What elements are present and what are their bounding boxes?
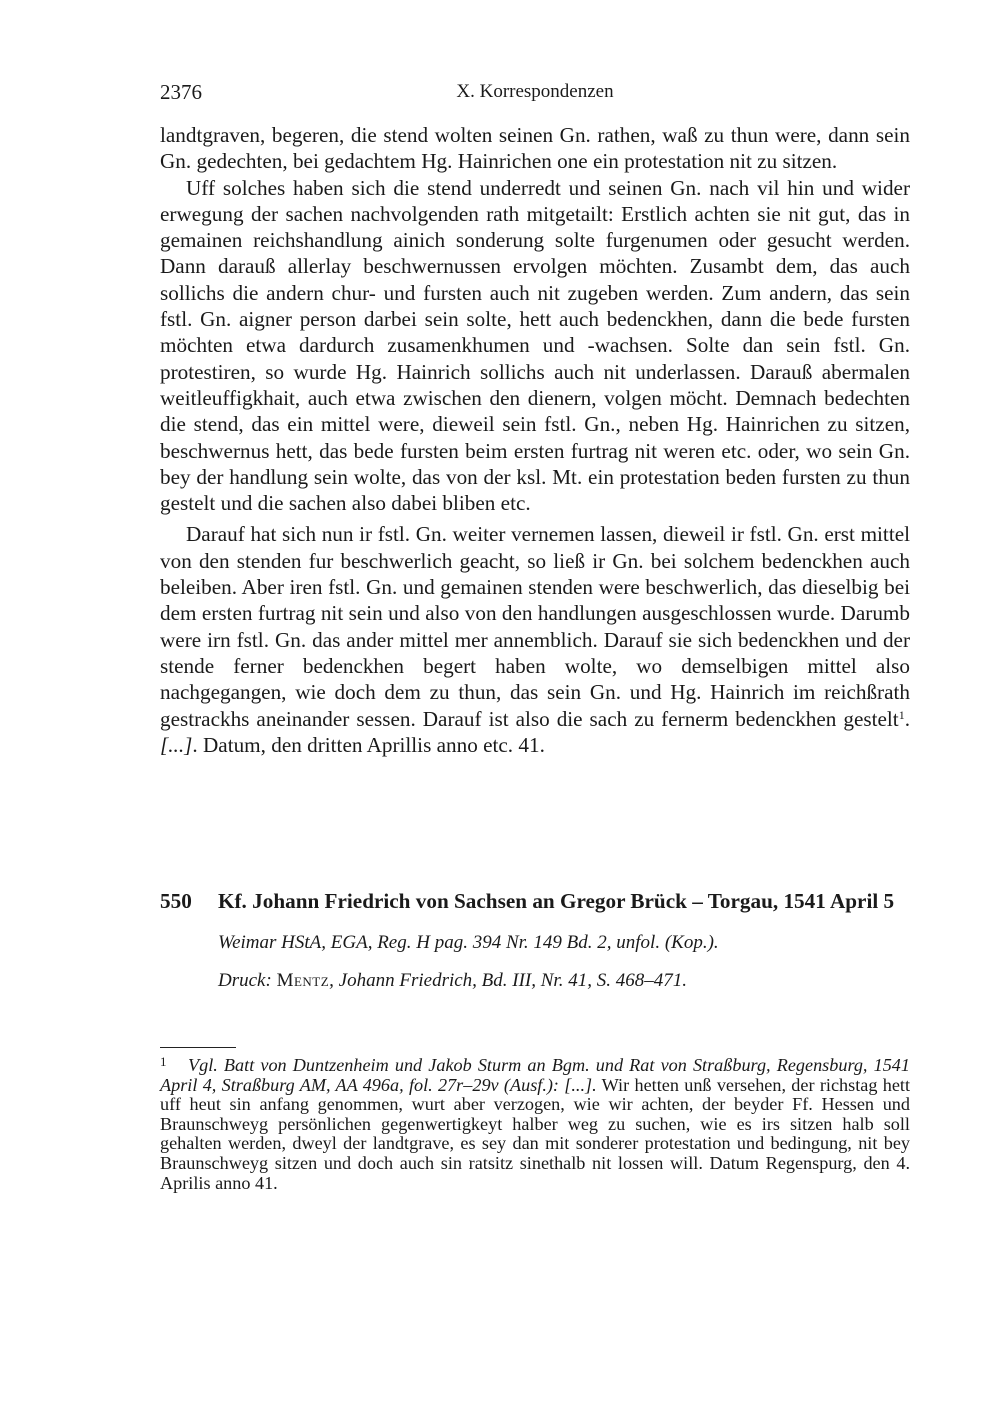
running-head [160, 76, 910, 108]
paragraph-2: Uff solches haben sich die stend underredt und seinen Gn. nach vil hin und wider erwegung der sachen nachvolgenden rath mitgetailt: Erstlich achten sie nit gut, das in gemainen reichshandlung ainich sonderung solte furgenumen oder gesucht werden. Dann darauß allerlay beschwernussen ervolgen möchten. Zusambt dem, das auch sollichs die andern chur- und fursten auch nit zugeben werden. Zum andern, das sein fstl. Gn. aigner person darbei sein solte, hett auch bedenckhen, dann die bede fursten möchten etwa dardurch zusamenkhumen und -wachsen. Solte dan sein fstl. Gn. protestiren, so wurde Hg. Hainrich sollichs auch nit underlassen. Darauß abermalen weitleuffigkhait, auch etwa zwischen den dienern, volgen möcht. Demnach bedechten die stend, das ein mittel were, dieweil sein fstl. Gn., neben Hg. Hainrichen zu sitzen, beschwernus hett, das bede fursten beim ersten furtrag nit weren etc. oder, wo sein Gn. bey der handlung sein wolte, das von der ksl. Mt. ein protestation beden fursten zu thun gestelt und die sachen also dabei bliben etc. [160, 175, 910, 516]
paragraph-3-text: Darauf hat sich nun ir fstl. Gn. weiter vernemen lassen, dieweil ir fstl. Gn. erst mittel von den stenden fur beschwerlich geacht, so ließ ir Gn. bei solchem bedenckhen auch beleiben. Aber iren fstl. Gn. und gemainen stenden were beschwerlich, das dieselbig bei dem ersten furtrag nit sein und also von den handlungen ausgeschlossen wurde. Darumb were irn fstl. Gn. das ander mittel mer annemblich. Darauf sie sich bedenckhen und der stende ferner bedenckhen begert haben wolte, wo demselbigen mittel also nachgegangen, wie doch dem zu thun, das sein Gn. und Hg. Hainrich im reichßrath gestrackhs aneinander sessen. Darauf ist also die sach zu fernerm bedenckhen gestelt [160, 522, 910, 731]
footnote-number: 1 [160, 1054, 167, 1069]
source-print-label: Druck: [218, 970, 272, 991]
footnote-reference[interactable]: 1 [898, 707, 905, 722]
document-header [160, 888, 910, 992]
footnote-citation: Vgl. Batt von Duntzenheim und Jakob Sturm an Bgm. und Rat von Straßburg, Regensburg, 1541 April 4, Straßburg AM, AA 496a, fol. 27r–29v (Ausf.): [...]. [160, 1055, 910, 1095]
source-print-reference: , Johann Friedrich, Bd. III, Nr. 41, S. 468–471. [329, 970, 687, 991]
body-text [160, 122, 910, 758]
document-title: Kf. Johann Friedrich von Sachsen an Gregor Brück – Torgau, 1541 April 5 [218, 889, 895, 913]
footnote [160, 1056, 910, 1193]
paragraph-3-tail: . Datum, den dritten Aprillis anno etc. 41. [192, 732, 545, 757]
document-page [160, 76, 910, 1193]
source-archive: Weimar HStA, EGA, Reg. H pag. 394 Nr. 149 Bd. 2, unfol. (Kop.). [218, 932, 719, 953]
source-print [218, 970, 910, 992]
paragraph-1: landtgraven, begeren, die stend wolten seinen Gn. rathen, waß zu thun were, dann sein Gn. gedechten, bei gedachtem Hg. Hainrichen one ein protestation nit zu sitzen. [160, 123, 910, 174]
source-print-author: Mentz [276, 970, 330, 991]
page-number: 2376 [160, 80, 202, 104]
footnote-mark [160, 1056, 188, 1076]
footnote-divider [160, 1047, 236, 1048]
running-title: X. Korrespondenzen [456, 81, 614, 102]
editorial-ellipsis: [...] [160, 732, 193, 757]
document-number: 550 [160, 889, 192, 913]
footnote-text: Wir hetten unß versehen, der richstag hett uff heut sin anfang genommen, wurt aber verzogen, wie wir achten, der beyder Ff. Hessen und Braunschweyg persönlichen gegenwertigkeyt halber weg zu suchen, wie es irs sitzen halb soll gehalten werden, dweyl der landtgrave, es sey dan mit sonderer protestation und bedingung, nit bey Braunschweyg sitzen und doch auch sin ratsitz sinethalb nit lossen will. Datum Regenspurg, den 4. Aprilis anno 41. [160, 1074, 910, 1193]
paragraph-3: Darauf hat sich nun ir fstl. Gn. weiter vernemen lassen, dieweil ir fstl. Gn. erst mittel von den stenden fur beschwerlich geacht, so ließ ir Gn. bei solchem bedenckhen auch beleiben. Aber iren fstl. Gn. und gemainen stenden were beschwerlich, das dieselbig bei dem ersten furtrag nit sein und also von den handlungen ausgeschlossen wurde. Darumb were irn fstl. Gn. das ander mittel mer annemblich. Darauf sie sich bedenckhen und der stende ferner bedenckhen begert haben wolte, wo demselbigen mittel also nachgegangen, wie doch dem zu thun, das sein Gn. und Hg. Hainrich im reichßrath gestrackhs aneinander sessen. Darauf ist also die sach zu fernerm bedenckhen gestelt$^1$. [...]. Datum, den dritten Aprillis anno etc. 41. [160, 522, 910, 757]
